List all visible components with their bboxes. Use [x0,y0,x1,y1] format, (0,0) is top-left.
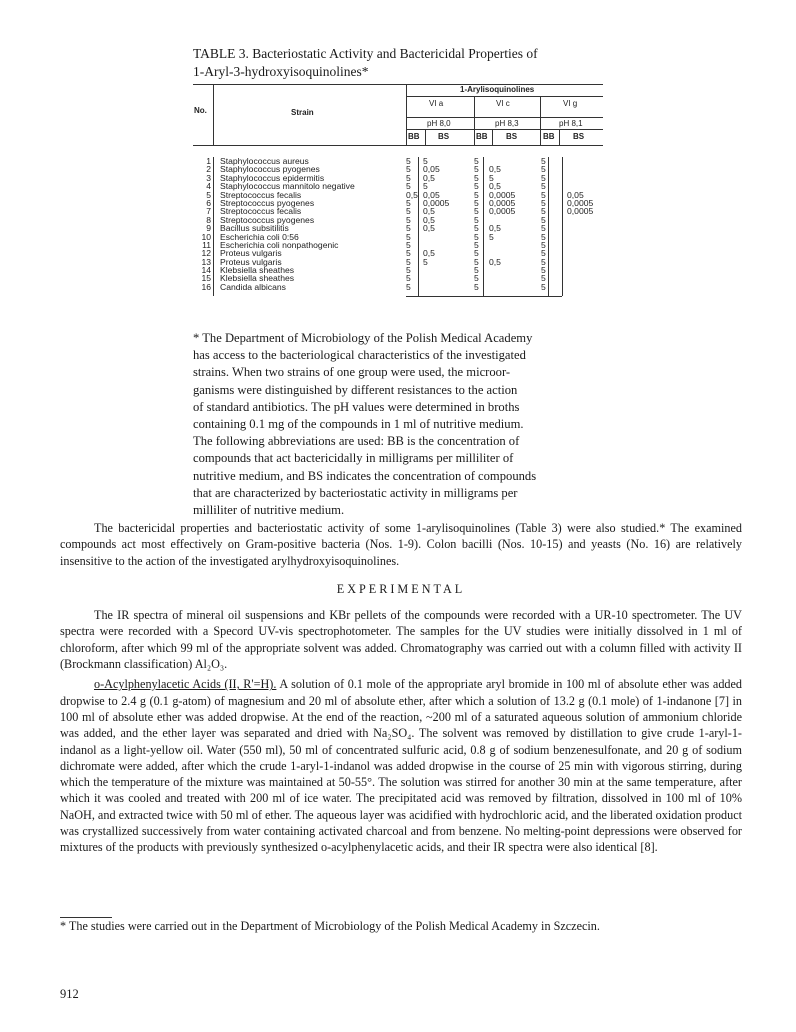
table-cell: Escherichia coli 0:56 [220,231,299,242]
table-cell: 16 [201,281,211,292]
table-cell: 5 [406,156,411,166]
table-cell: 1 [206,156,211,166]
table-footnote-line: * The Department of Microbiology of the Polish Medical Academy [193,331,533,345]
table-cell: 4 [206,181,211,192]
table-divider-vig-bbbs [559,129,560,145]
table-cell: 5 [406,265,411,276]
table-cell [489,266,545,274]
paragraph-acids [60,676,742,855]
table-cell: 5 [541,172,546,183]
table-col-vic: VI c [496,99,510,108]
table-cell: 5 [541,281,546,292]
table-cell [567,241,603,249]
table-bs-vig: BS [573,132,585,141]
table-col-vig: VI g [563,99,578,108]
table-divider-via-bbbs [425,129,426,145]
table-group-header: 1-Arylisoquinolines [460,85,535,94]
table-cell [423,266,481,274]
table-cell: 0,5 [423,223,435,234]
table-cell: Candida albicans [220,281,286,292]
table-bottom-rule [406,296,562,297]
table-cell: 0,5 [489,223,501,234]
table-cell: 5 [489,172,494,183]
table-cell: Klebsiella sheathes [220,265,295,276]
table-cell: 5 [541,181,546,192]
table-bb-via: BB [408,132,420,141]
section-heading: EXPERIMENTAL [336,581,466,596]
table-divider-vig-body [548,157,549,296]
table-caption [193,45,613,81]
table-footnote [193,330,613,519]
table-cell [567,249,603,257]
table-cell: Staphylococcus aureus [220,156,309,166]
table-cell: 5 [406,206,411,217]
table-cell: 5 [474,248,479,259]
table-cell [567,258,603,266]
table-divider-vic-body [483,157,484,296]
table-cell: Staphylococcus mannitolo negative [220,181,355,192]
table-cell [423,274,481,282]
table-divider-vic [540,96,541,145]
table-cell [567,157,603,165]
table-cell: 5 [406,223,411,234]
table-cell: 9 [206,223,211,234]
table-cell: 0,5 [423,172,435,183]
table-bbbs-top-rule [406,129,603,130]
table-cell: Staphylococcus pyogenes [220,164,320,175]
table-group-rule [406,96,603,97]
table-column-vig-bb [541,157,548,291]
table-divider-via-body [418,157,419,296]
table-cell: 0,5 [423,206,435,217]
table-footnote-line: compounds that act bactericidally in milligrams per milliliter of [193,451,514,466]
table-ph-via: pH 8,0 [427,119,451,128]
table-cell: 5 [541,265,546,276]
table-cell [567,266,603,274]
table-cell: Proteus vulgaris [220,256,282,267]
table-cell: 5 [206,189,211,200]
table-cell: 5 [541,256,546,267]
table-col-via: VI a [429,99,444,108]
table-cell: 5 [474,181,479,192]
table-divider-vic-bbbs [492,129,493,145]
table-cell: 14 [201,265,211,276]
table-cell: 5 [474,156,479,166]
table-footnote-line: has access to the bacteriological characteristics of the investigated [193,348,526,363]
table-col-strain: Strain [291,108,314,117]
table-cell: 0,5 [489,164,501,175]
table-caption-line2: 1-Aryl-3-hydroxyisoquinolines* [193,64,369,79]
table-cell: 11 [202,239,211,250]
table-cell: 5 [406,273,411,284]
table-cell: 0,0005 [567,206,594,217]
paragraph-spectra: The IR spectra of mineral oil suspensions and KBr pellets of the compounds were recorded with a UR-10 spectrometer. The UV spectra were recorded with a Specord UV-vis spectrophotometer. The samples for the UV studies were initially dissolved in 1 ml of chloroform, after which 99 ml of the appropriate solvent was added. Chromatography was carried out with a column filled with activity II (Brockmann classification) Al₂O₃. [60,608,742,672]
table-cell: 5 [489,231,494,242]
table-footnote-line: The following abbreviations are used: BB is the concentration of [193,434,520,449]
table-cell: 5 [406,164,411,175]
table-cell: Staphylococcus epidermitis [220,172,325,183]
table-top-rule [193,84,603,85]
paragraph-acids-heading: o-Acylphenylacetic Acids (II, R'=H). [94,677,277,692]
table-cell: 5 [406,239,411,250]
table-cell [489,241,545,249]
table-cell: 6 [206,197,211,208]
table-cell: 0,0005 [567,197,594,208]
table-cell: 0,0005 [489,189,516,200]
table-cell: 5 [541,197,546,208]
table-cell: 0,5 [423,248,435,259]
table-cell: 0,0005 [489,206,516,217]
table-header-bottom-rule [193,145,603,146]
table-divider-strain [406,84,407,145]
table-cell: 5 [406,281,411,292]
table-footnote-line: ganisms were distinguished by different resistances to the action [193,382,518,397]
table-column-vic-bb [474,157,483,291]
table-ph-vic: pH 8,3 [495,119,519,128]
table-cell: Proteus vulgaris [220,248,282,259]
table-cell: 0,05 [567,189,584,200]
table-cell: 13 [201,256,211,267]
paragraph-bactericidal: The bactericidal properties and bacteriostatic activity of some 1-arylisoquinolines (Table 3) were also studied.* The examined compounds act most effectively on Gram-positive bacteria (Nos. 1-9). Colon bacilli (Nos. 10-15) and yeasts (No. 16) are relatively insensitive to the action of the investigated arylhydroxyisoquinolines. [60,521,742,568]
table-cell: 15 [201,273,211,284]
table-cell: 5 [423,181,428,192]
table-cell: 5 [474,239,479,250]
page-footnote: * The studies were carried out in the Department of Microbiology of the Polish Medical Academy in Szczecin. [60,919,600,933]
table-cell: 5 [541,206,546,217]
table-cell [567,216,603,224]
table-cell: 5 [406,256,411,267]
table-cell [567,283,603,291]
page-number: 912 [60,987,79,1001]
table-bs-via: BS [438,132,450,141]
table-cell: 0,05 [423,189,440,200]
table-col-no: No. [194,106,207,115]
table-cell: 5 [474,256,479,267]
table-cell: 5 [474,206,479,217]
table-divider-no-body [213,157,214,296]
table-footnote-line: containing 0.1 mg of the compounds in 1 ml of nutritive medium. [193,417,524,432]
table-footnote-line: nutritive medium, and BS indicates the concentration of compounds [193,468,537,483]
table-divider-end-body [562,157,563,296]
table-column-strains [220,157,405,291]
table-cell: 5 [474,189,479,200]
table-ph-rule [406,117,603,118]
table-cell [567,224,603,232]
table-bb-vic: BB [476,132,488,141]
table-cell: Klebsiella sheathes [220,273,295,284]
table-cell: 5 [541,231,546,242]
table-cell [489,283,545,291]
table-column-via-bs [423,157,481,291]
table-bs-vic: BS [506,132,518,141]
table-cell: 5 [406,197,411,208]
table-column-vig-bs [567,157,603,291]
table-cell: 10 [201,231,211,242]
table-cell: Streptococcus fecalis [220,189,302,200]
table-cell: 5 [406,214,411,225]
table-ph-vig: pH 8,1 [559,119,583,128]
table-cell: 5 [474,214,479,225]
table-cell: 5 [541,164,546,175]
table-cell [423,283,481,291]
table-footnote-line: that are characterized by bacteriostatic activity in milligrams per [193,485,518,500]
table-cell: 5 [474,265,479,276]
table-cell: 0,5 [489,181,501,192]
table-cell: Escherichia coli nonpathogenic [220,239,339,250]
table-cell: 2 [206,164,211,175]
table-divider-via [474,96,475,145]
table-divider-no-header [213,84,214,145]
table-cell: 5 [423,256,428,267]
table-cell: 5 [474,197,479,208]
table-cell: 0,5 [423,214,435,225]
table-cell: 5 [474,172,479,183]
table-cell: Streptococcus pyogenes [220,197,315,208]
table-cell: 5 [406,231,411,242]
table-cell [567,274,603,282]
table-cell: Streptococcus fecalis [220,206,302,217]
table-cell [567,233,603,241]
table-cell: 8 [206,214,211,225]
main-text [60,520,742,856]
table-cell [567,174,603,182]
table-footnote-line: of standard antibiotics. The pH values were determined in broths [193,399,520,414]
table-column-vic-bs [489,157,545,291]
table-column-via-bb [406,157,418,291]
table-cell: 5 [474,223,479,234]
table-cell: 5 [474,281,479,292]
table-cell: 7 [206,206,211,217]
table-cell: 5 [474,231,479,242]
table-cell: 0,0005 [423,197,450,208]
table-cell: 5 [474,164,479,175]
table-cell: 5 [541,223,546,234]
table-cell: 3 [206,172,211,183]
table-cell [567,165,603,173]
table-cell: 5 [541,239,546,250]
table-cell [489,274,545,282]
table-cell: 5 [541,156,546,166]
table-cell: 5 [406,181,411,192]
table-cell: 5 [541,273,546,284]
table-cell: 12 [201,248,211,259]
table-cell: 0,05 [423,164,440,175]
table-footnote-line: strains. When two strains of one group were used, the microor- [193,365,511,380]
table-cell: 5 [541,189,546,200]
table-cell: 0,0005 [489,197,516,208]
table-cell: 5 [423,156,428,166]
table-column-numbers [193,157,211,291]
table-cell: Streptococcus pyogenes [220,214,315,225]
table-cell: 5 [474,273,479,284]
table-footnote-line: milliliter of nutritive medium. [193,503,345,518]
table-cell: 5 [541,248,546,259]
table-cell: 5 [406,248,411,259]
table-caption-line1: TABLE 3. Bacteriostatic Activity and Bactericidal Properties of [193,46,538,61]
table-cell: 0,5 [406,189,418,200]
table-cell: 5 [406,172,411,183]
table-bb-vig: BB [543,132,555,141]
table-cell: 5 [541,214,546,225]
table-cell: 0,5 [489,256,501,267]
table-cell [423,233,481,241]
paragraph-acids-text: A solution of 0.1 mole of the appropriate aryl bromide in 100 ml of absolute ether was added dropwise to 2.4 g (0.1 g-atom) of magnesium and 20 ml of absolute ether, after which a solution of 13.2 g (0.1 mole) of 1-indanone [7] in 100 ml of absolute ether was added dropwise. At the end of the reaction, ~200 ml of a saturated aqueous solution of ammonium chloride was added, and the ether layer was separated and dried with Na₂SO₄. The solvent was removed by distillation to give crude 1-aryl-1-indanol as a light-yellow oil. Water (550 ml), 50 ml of concentrated sulfuric acid, 0.8 g of sodium benzenesulfonate, and 20 g of sodium dichromate were added, after which the crude 1-aryl-1-indanol was added dropwise in the course of 25 min with vigorous stirring, during which the temperature of the mixture was maintained at 50-55°. The solution was stirred for another 30 min at the same temperature, after which it was cooled and treated with 200 ml of ice water. The precipitated acid was removed by filtration, dissolved in 100 ml of 10% NaOH, and extracted twice with 50 ml of ether. The aqueous layer was acidified with hydrochloric acid, and the liberated oxidation product was crystallized successively from water containing activated charcoal and from benzene. No melting-point depressions were observed for mixtures of the products with previously synthesized o-acylphenylacetic acids, and their IR spectra were also identical [8]. [60,677,743,855]
table-cell: Bacillus subsitilitis [220,223,289,234]
